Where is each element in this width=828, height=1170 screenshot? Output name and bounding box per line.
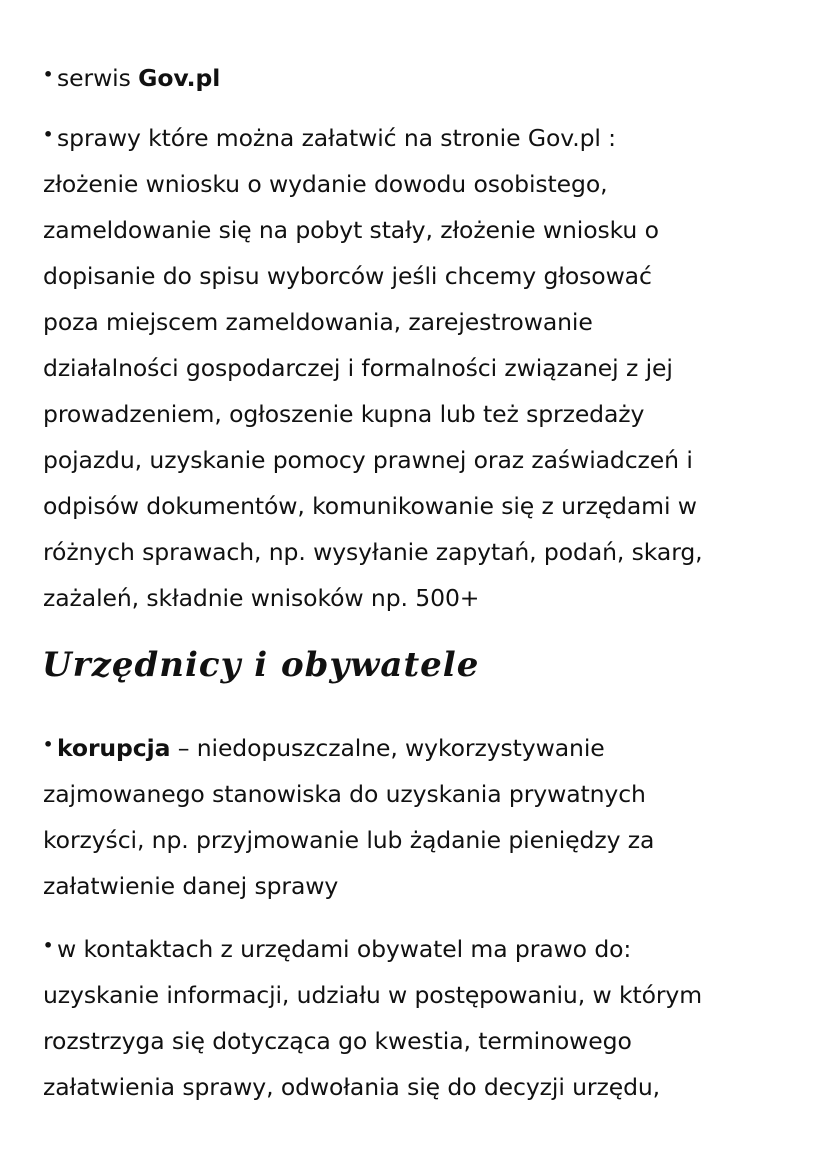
- line-text: w kontaktach z urzędami obywatel ma prawo do:: [57, 935, 632, 963]
- bullet-prawa-obywatela: [43, 923, 803, 1110]
- paragraph-line: [43, 923, 803, 972]
- paragraph-line: załatwienie danej sprawy: [43, 872, 339, 900]
- bold-term: korupcja: [57, 734, 171, 762]
- paragraph-line: prowadzeniem, ogłoszenie kupna lub też sprzedaży: [43, 400, 645, 428]
- paragraph-line: załatwienia sprawy, odwołania się do decyzji urzędu,: [43, 1073, 661, 1101]
- paragraph-line: korzyści, np. przyjmowanie lub żądanie pieniędzy za: [43, 826, 655, 854]
- section-heading: Urzędnicy i obywatele: [42, 645, 480, 685]
- paragraph-line: zameldowanie się na pobyt stały, złożenie wniosku o: [43, 216, 659, 244]
- bullet-icon: •: [43, 125, 54, 144]
- paragraph-line: zajmowanego stanowiska do uzyskania prywatnych: [43, 780, 646, 808]
- paragraph-line: dopisanie do spisu wyborców jeśli chcemy głosować: [43, 262, 652, 290]
- paragraph-line: pojazdu, uzyskanie pomocy prawnej oraz zaświadczeń i: [43, 446, 693, 474]
- paragraph-line: [43, 112, 803, 161]
- paragraph-line: różnych sprawach, np. wysyłanie zapytań, podań, skarg,: [43, 538, 703, 566]
- paragraph-line: rozstrzyga się dotycząca go kwestia, terminowego: [43, 1027, 632, 1055]
- bullet-icon: •: [43, 936, 54, 955]
- bullet-sprawy-gov: [43, 112, 803, 621]
- bullet-korupcja: [43, 722, 803, 909]
- line-text: sprawy które można załatwić na stronie Gov.pl :: [57, 124, 617, 152]
- paragraph-line: uzyskanie informacji, udziału w postępowaniu, w którym: [43, 981, 703, 1009]
- paragraph-line: odpisów dokumentów, komunikowanie się z urzędami w: [43, 492, 697, 520]
- line-text: – niedopuszczalne, wykorzystywanie: [170, 734, 605, 762]
- bullet-serwis-gov: [43, 52, 803, 101]
- paragraph-line: działalności gospodarczej i formalności związanej z jej: [43, 354, 673, 382]
- bullet-text: serwis: [57, 64, 139, 92]
- bullet-icon: •: [43, 735, 54, 754]
- paragraph-line: [43, 722, 803, 771]
- paragraph-line: zażaleń, składnie wnisoków np. 500+: [43, 584, 480, 612]
- bullet-line: [43, 52, 803, 101]
- bullet-icon: •: [43, 65, 54, 84]
- paragraph-line: złożenie wniosku o wydanie dowodu osobistego,: [43, 170, 608, 198]
- bold-term: Gov.pl: [138, 64, 221, 92]
- paragraph-line: poza miejscem zameldowania, zarejestrowanie: [43, 308, 593, 336]
